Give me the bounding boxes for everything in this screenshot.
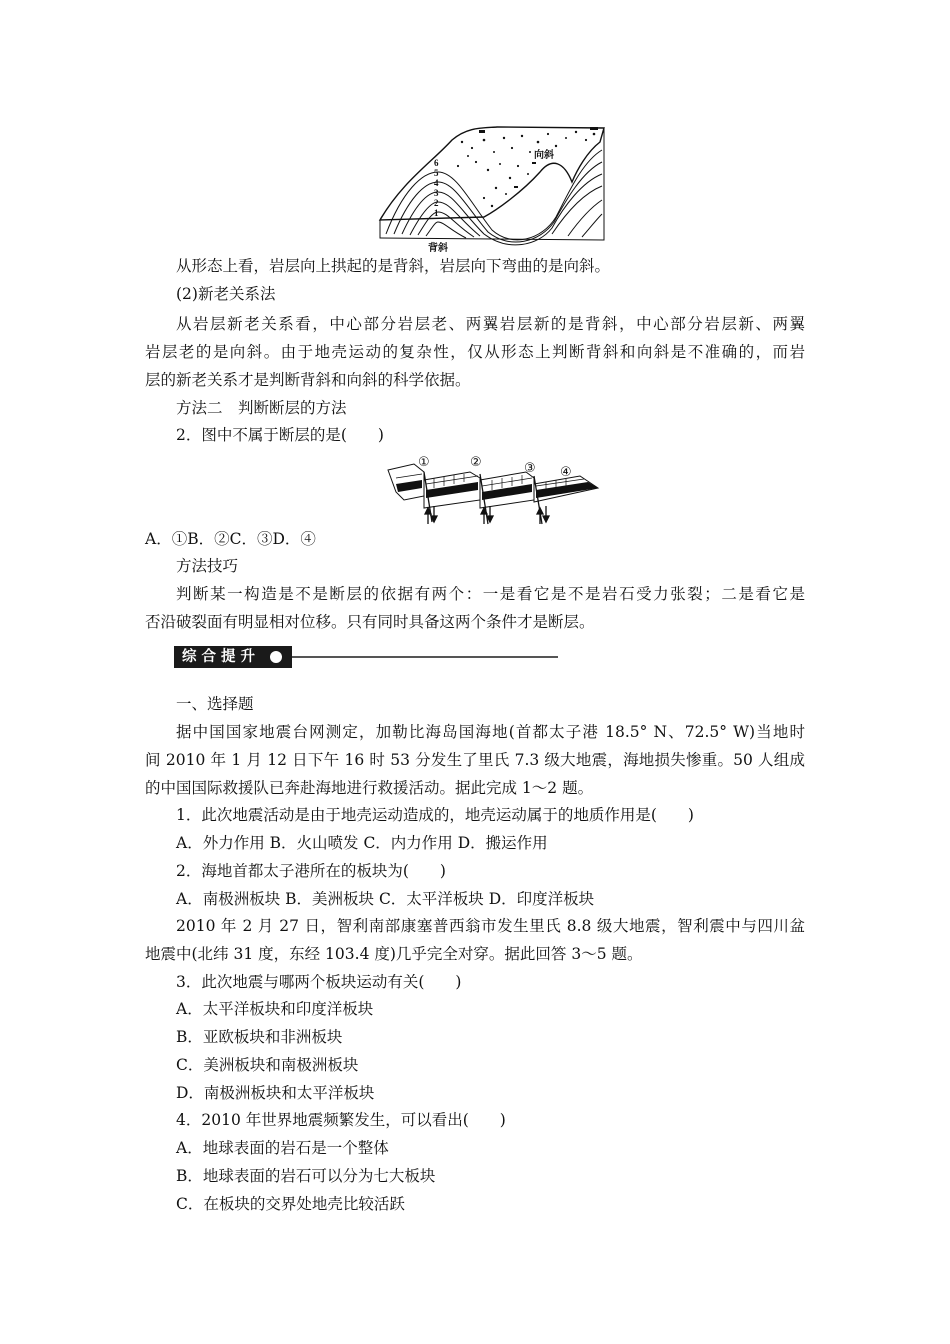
syncline-label: 向斜 [534, 150, 554, 161]
text-line: 据中国国家地震台网测定，加勒比海岛国海地(首都太子港 18.5° N、72.5° W)当地时 [176, 723, 805, 741]
text-line: 岩层老的是向斜。由于地壳运动的复杂性，仅从形态上判断背斜和向斜是不准确的，而岩 [145, 343, 805, 361]
divider [292, 656, 558, 658]
answer-option: C．美洲板块和南极洲板块 [176, 1056, 359, 1074]
fault-diagram [384, 454, 610, 530]
answer-options: A．外力作用 B．火山喷发 C．内力作用 D．搬运作用 [176, 834, 548, 852]
bullet-icon [270, 651, 282, 663]
text-line: 层的新老关系才是判断背斜和向斜的科学依据。 [145, 371, 471, 389]
fold-diagram [372, 122, 616, 254]
answer-option: B．地球表面的岩石可以分为七大板块 [176, 1167, 436, 1185]
question: 2．海地首都太子港所在的板块为( ) [176, 862, 446, 880]
fault-marker: ③ [524, 461, 536, 476]
section-banner-title: 综合提升 [174, 646, 292, 668]
text-line: (2)新老关系法 [176, 285, 276, 303]
fault-marker: ④ [560, 465, 572, 480]
text-line: 间 2010 年 1 月 12 日下午 16 时 53 分发生了里氏 7.3 级大地震，海地损失惨重。50 人组成 [145, 751, 805, 769]
question: 2．图中不属于断层的是( ) [176, 426, 384, 444]
text-line: 否沿破裂面有明显相对位移。只有同时具备这两个条件才是断层。 [145, 613, 595, 631]
anticline-label: 背斜 [428, 243, 448, 254]
answer-option: A．太平洋板块和印度洋板块 [176, 1000, 374, 1018]
section-heading: 方法技巧 [176, 557, 239, 575]
layer-number: 6 [434, 158, 439, 168]
fault-marker: ① [418, 455, 430, 470]
text-line: 判断某一构造是不是断层的依据有两个：一是看它是不是岩石受力张裂；二是看它是 [176, 585, 805, 603]
layer-number: 4 [434, 178, 439, 188]
layer-number: 3 [434, 188, 439, 198]
text-line: 的中国国际救援队已奔赴海地进行救援活动。据此完成 1～2 题。 [145, 779, 594, 797]
text-line: 地震中(北纬 31 度，东经 103.4 度)几乎完全对穿。据此回答 3～5 题。 [145, 945, 643, 963]
answer-option: B．亚欧板块和非洲板块 [176, 1028, 343, 1046]
answer-options: A．①B．②C．③D．④ [145, 530, 316, 548]
answer-option: D．南极洲板块和太平洋板块 [176, 1084, 375, 1102]
section-heading: 一、选择题 [176, 695, 254, 713]
question: 4．2010 年世界地震频繁发生，可以看出( ) [176, 1111, 506, 1129]
answer-option: A．地球表面的岩石是一个整体 [176, 1139, 389, 1157]
fault-marker: ② [470, 455, 482, 470]
layer-number: 1 [434, 208, 439, 218]
section-banner [174, 646, 558, 670]
question: 1．此次地震活动是由于地壳运动造成的，地壳运动属于的地质作用是( ) [176, 806, 694, 824]
answer-options: A．南极洲板块 B．美洲板块 C．太平洋板块 D．印度洋板块 [176, 890, 595, 908]
answer-option: C．在板块的交界处地壳比较活跃 [176, 1195, 405, 1213]
section-heading: 方法二 判断断层的方法 [176, 399, 347, 417]
text-line: 从形态上看，岩层向上拱起的是背斜，岩层向下弯曲的是向斜。 [176, 257, 611, 275]
layer-number: 2 [434, 198, 439, 208]
text-line: 2010 年 2 月 27 日，智利南部康塞普西翁市发生里氏 8.8 级大地震，智利震中与四川盆 [176, 917, 805, 935]
layer-number: 5 [434, 168, 439, 178]
question: 3．此次地震与哪两个板块运动有关( ) [176, 973, 462, 991]
text-line: 从岩层新老关系看，中心部分岩层老、两翼岩层新的是背斜，中心部分岩层新、两翼 [176, 315, 805, 333]
